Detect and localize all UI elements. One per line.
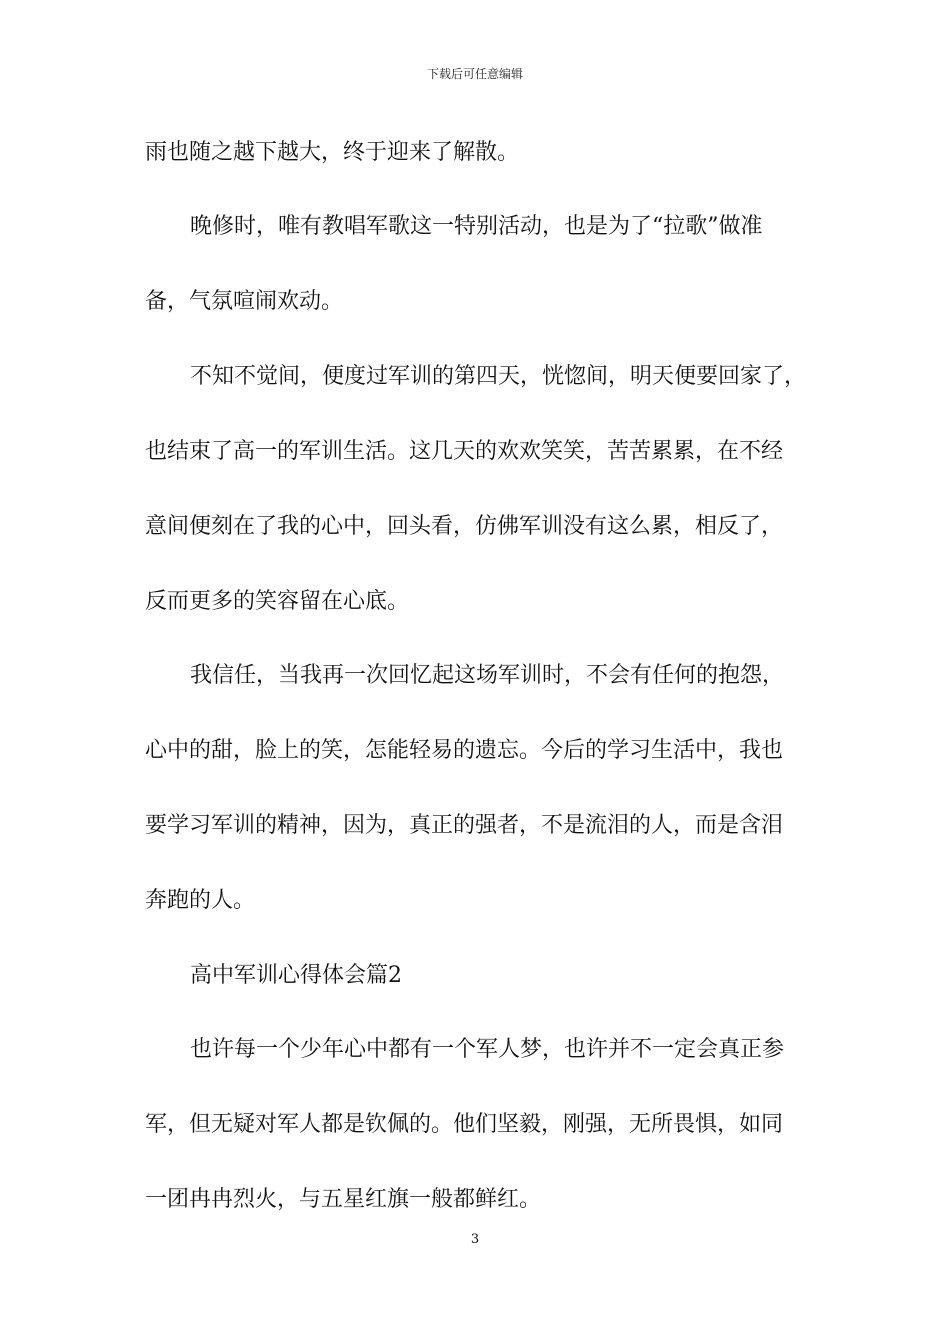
page-header: 下载后可任意编辑: [426, 67, 523, 81]
text-line: 晚修时，唯有教唱军歌这一特别活动，也是为了“拉歌”做准: [190, 214, 763, 239]
text-line: 奔跑的人。: [145, 888, 256, 913]
page-number: 3: [470, 1232, 480, 1247]
text-line: 军，但无疑对军人都是钦佩的。他们坚毅，刚强，无所畏惧，如同: [145, 1112, 784, 1137]
text-line: 一团冉冉烈火，与五星红旗一般都鲜红。: [145, 1187, 542, 1212]
section-heading: 高中军训心得体会篇2: [190, 963, 402, 988]
text-line: 雨也随之越下越大，终于迎来了解散。: [145, 140, 520, 165]
text-line: 也许每一个少年心中都有一个军人梦，也许并不一定会真正参: [190, 1037, 785, 1062]
text-line: 意间便刻在了我的心中，回头看，仿佛军训没有这么累，相反了，: [145, 514, 784, 539]
text-line: 不知不觉间，便度过军训的第四天，恍惚间，明天便要回家了，: [190, 364, 807, 389]
text-line: 备，气氛喧闹欢动。: [145, 289, 344, 314]
text-line: 也结束了高一的军训生活。这几天的欢欢笑笑，苦苦累累，在不经: [145, 439, 784, 464]
text-line: 反而更多的笑容留在心底。: [145, 589, 410, 614]
text-line: 我信任，当我再一次回忆起这场军训时，不会有任何的抱怨，: [190, 663, 785, 688]
text-line: 要学习军训的精神，因为，真正的强者，不是流泪的人，而是含泪: [145, 813, 784, 838]
text-line: 心中的甜，脸上的笑，怎能轻易的遗忘。今后的学习生活中，我也: [145, 738, 784, 763]
